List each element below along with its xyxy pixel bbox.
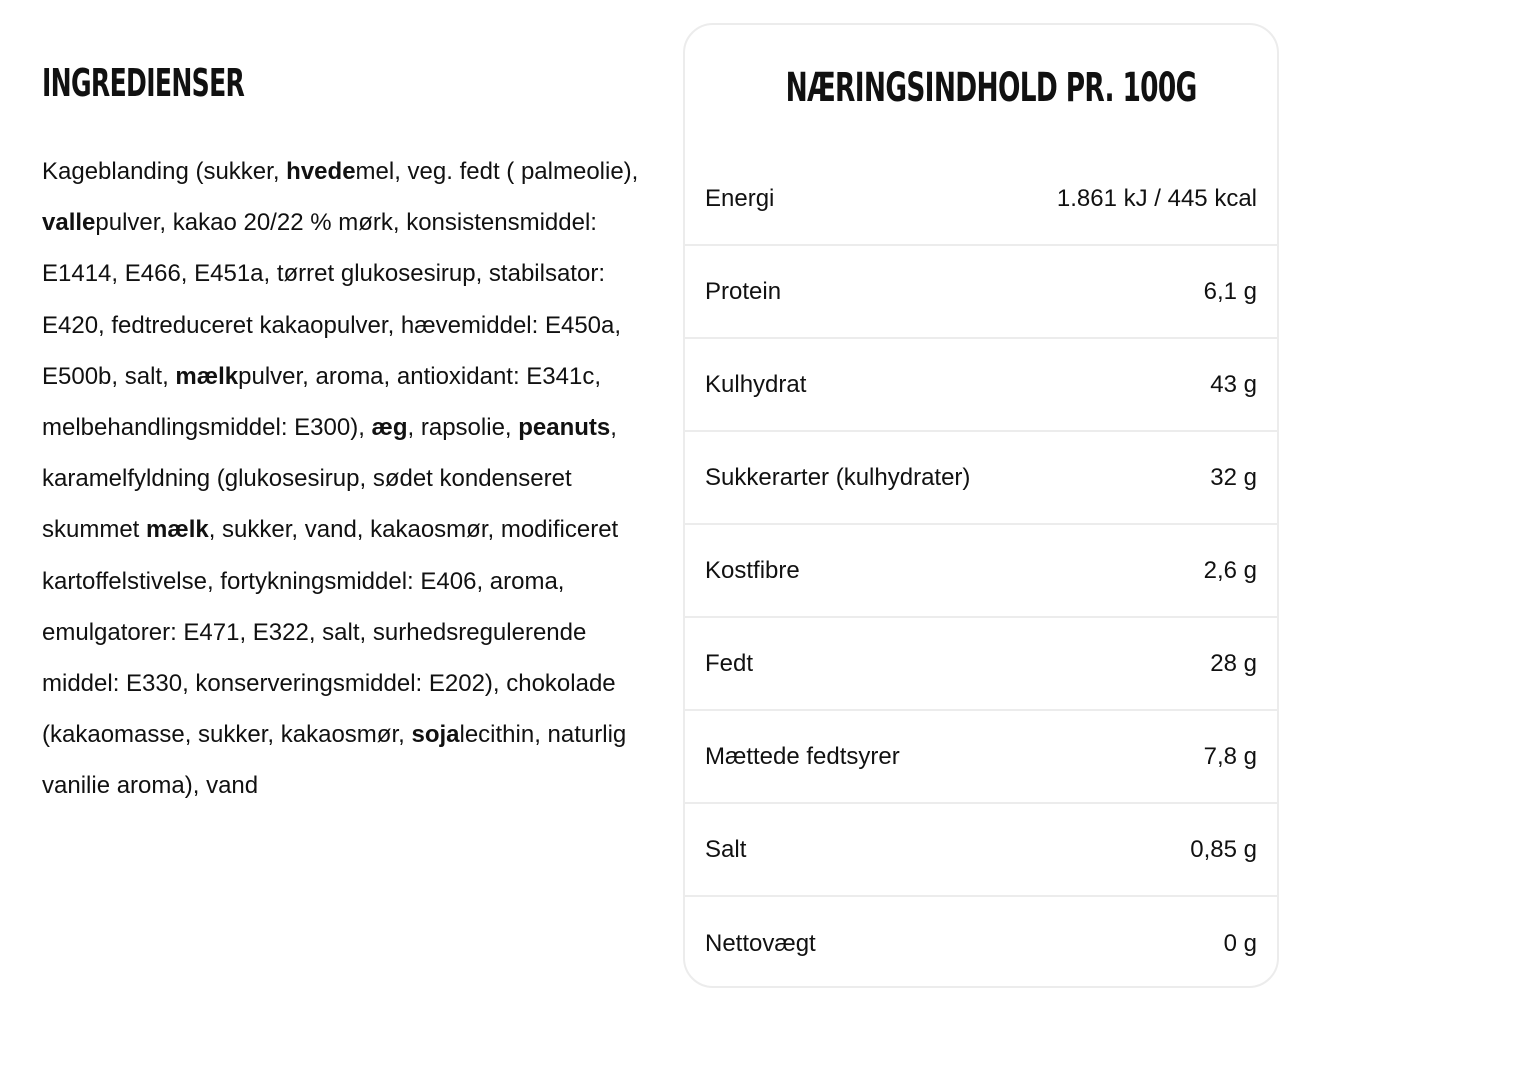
nutrient-name: Mættede fedtsyrer — [705, 742, 900, 770]
nutrition-row-net-weight — [685, 897, 1277, 988]
nutrient-value: 32 g — [1210, 463, 1257, 491]
ingredients-section — [42, 56, 642, 812]
ingredient-segment: , karamelfyldning (glukosesirup, sødet kondenseret skummet — [42, 414, 617, 544]
nutrition-row-fibre — [685, 525, 1277, 618]
ingredient-segment: lecithin, naturlig vanilie aroma), vand — [42, 721, 627, 800]
ingredient-segment: , sukker, vand, kakaosmør, modificeret kartoffelstivelse, fortykningsmiddel: E406, aroma, emulgatorer: E471, E322, salt, surhedsregulerende middel: E330, konserveringsmiddel: E202), chokolade (kakaomasse, sukker, kakaosmør, — [42, 516, 619, 749]
allergen-highlight: valle — [42, 209, 96, 237]
nutrition-row-salt — [685, 804, 1277, 897]
allergen-highlight: æg — [371, 414, 408, 442]
nutrition-table — [685, 153, 1277, 988]
nutrient-value: 6,1 g — [1203, 277, 1257, 305]
nutrition-row-protein — [685, 246, 1277, 339]
ingredient-segment: pulver, kakao 20/22 % mørk, konsistensmiddel: E1414, E466, E451a, tørret glukosesirup, stabilsator: E420, fedtreduceret kakaopulver, hævemiddel: E450a, E500b, salt, — [42, 209, 622, 390]
ingredients-heading: INGREDIENSER — [42, 61, 245, 105]
nutrient-value: 43 g — [1210, 370, 1257, 398]
nutrition-row-saturated-fat — [685, 711, 1277, 804]
nutrient-value: 0,85 g — [1190, 835, 1257, 863]
nutrition-row-carbohydrate — [685, 339, 1277, 432]
nutrient-value: 28 g — [1210, 649, 1257, 677]
nutrient-value: 0 g — [1223, 929, 1257, 957]
ingredient-segment: Kageblanding (sukker, — [42, 158, 287, 185]
nutrient-name: Kulhydrat — [705, 370, 807, 398]
nutrient-name: Nettovægt — [705, 929, 816, 957]
allergen-highlight: mælk — [175, 362, 239, 390]
allergen-highlight: hvede — [286, 158, 356, 185]
nutrition-table-card — [683, 23, 1279, 988]
ingredient-segment: pulver, aroma, antioxidant: E341c, melbehandlingsmiddel: E300), — [42, 362, 602, 442]
allergen-highlight: mælk — [146, 516, 209, 544]
nutrition-row-sugars — [685, 432, 1277, 525]
nutrient-name: Fedt — [705, 649, 754, 677]
nutrient-value: 7,8 g — [1203, 742, 1257, 770]
nutrient-value: 2,6 g — [1203, 556, 1257, 584]
nutrient-name: Sukkerarter (kulhydrater) — [705, 463, 971, 491]
nutrient-value: 1.861 kJ / 445 kcal — [1056, 184, 1257, 212]
allergen-highlight: peanuts — [518, 414, 611, 442]
nutrition-row-energy — [685, 153, 1277, 246]
ingredients-text — [42, 146, 642, 812]
nutrition-row-fat — [685, 618, 1277, 711]
nutrient-name: Salt — [705, 835, 747, 863]
allergen-highlight: soja — [411, 721, 460, 749]
ingredient-segment: mel, veg. fedt ( palmeolie), — [355, 158, 639, 185]
nutrient-name: Energi — [705, 184, 775, 212]
ingredient-segment: , rapsolie, — [407, 414, 519, 442]
nutrient-name: Protein — [705, 277, 782, 305]
nutrition-heading: NÆRINGSINDHOLD PR. 100G — [785, 65, 1197, 111]
nutrient-name: Kostfibre — [705, 556, 800, 584]
